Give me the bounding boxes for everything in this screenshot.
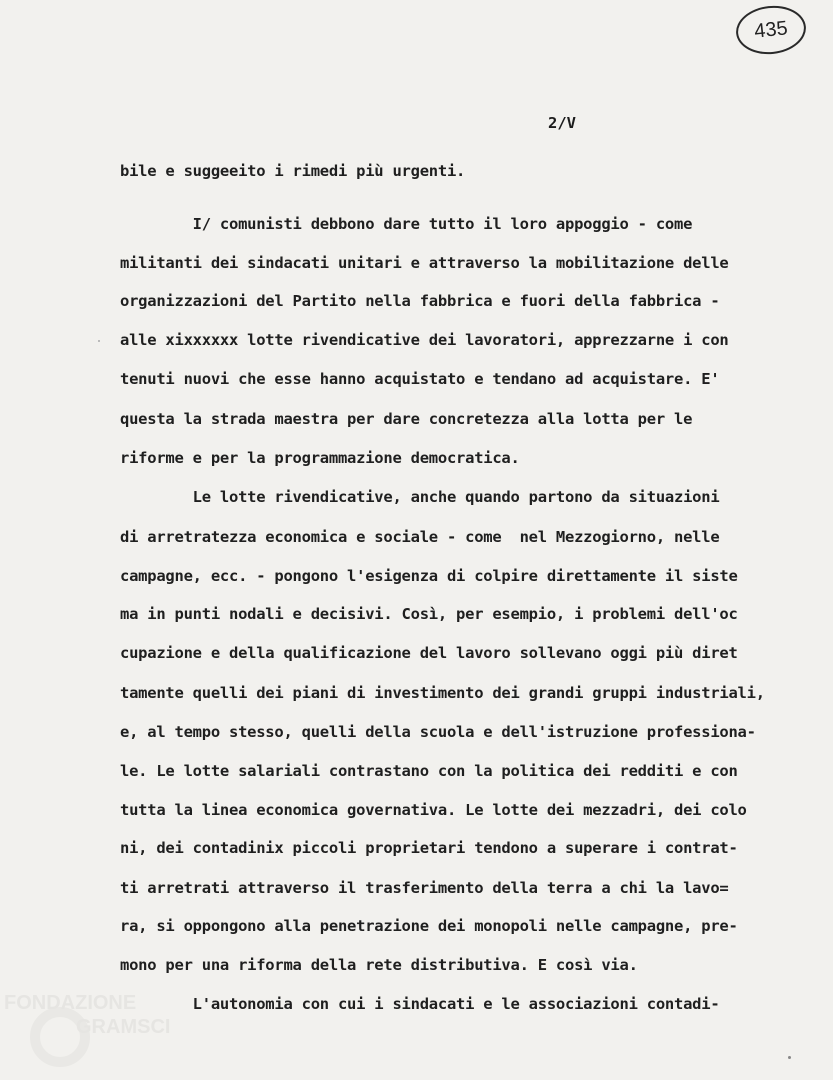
page-number: 2/V xyxy=(548,114,576,132)
text-line: mono per una riforma della rete distributiva. E così via. xyxy=(120,956,638,974)
text-line: questa la strada maestra per dare concretezza alla lotta per le xyxy=(120,410,693,428)
text-line: I/ comunisti debbono dare tutto il loro appoggio - come xyxy=(120,215,693,233)
watermark-line: GRAMSCI xyxy=(76,1016,171,1038)
paper-speck xyxy=(788,1056,791,1059)
text-line: riforme e per la programmazione democratica. xyxy=(120,449,520,467)
text-line: ti arretrati attraverso il trasferimento della terra a chi la lavo= xyxy=(120,879,729,897)
text-line: bile e suggeeito i rimedi più urgenti. xyxy=(120,162,466,180)
text-line: di arretratezza economica e sociale - come nel Mezzogiorno, nelle xyxy=(120,528,720,546)
archive-stamp: 435 xyxy=(734,2,809,57)
text-line: e, al tempo stesso, quelli della scuola e dell'istruzione professiona- xyxy=(120,723,756,741)
text-line: tamente quelli dei piani di investimento dei grandi gruppi industriali, xyxy=(120,684,765,702)
text-line: organizzazioni del Partito nella fabbrica e fuori della fabbrica - xyxy=(120,292,720,310)
text-line: tenuti nuovi che esse hanno acquistato e tendano ad acquistare. E' xyxy=(120,370,720,388)
text-line: tutta la linea economica governativa. Le lotte dei mezzadri, dei colo xyxy=(120,801,747,819)
watermark-line: FONDAZIONE xyxy=(4,992,137,1014)
text-line: campagne, ecc. - pongono l'esigenza di colpire direttamente il siste xyxy=(120,567,738,585)
watermark-logo xyxy=(0,985,210,1080)
paper-speck xyxy=(98,340,100,342)
text-line: ra, si oppongono alla penetrazione dei monopoli nelle campagne, pre- xyxy=(120,917,738,935)
text-line: ni, dei contadinix piccoli proprietari tendono a superare i contrat- xyxy=(120,839,738,857)
text-line: le. Le lotte salariali contrastano con la politica dei redditi e con xyxy=(120,762,738,780)
text-line: cupazione e della qualificazione del lavoro sollevano oggi più diret xyxy=(120,644,738,662)
text-line: alle xixxxxxx lotte rivendicative dei lavoratori, apprezzarne i con xyxy=(120,331,729,349)
text-line: militanti dei sindacati unitari e attraverso la mobilitazione delle xyxy=(120,254,729,272)
text-line: Le lotte rivendicative, anche quando partono da situazioni xyxy=(120,488,720,506)
text-line: L'autonomia con cui i sindacati e le associazioni contadi- xyxy=(120,995,720,1013)
text-line: ma in punti nodali e decisivi. Così, per esempio, i problemi dell'oc xyxy=(120,605,738,623)
